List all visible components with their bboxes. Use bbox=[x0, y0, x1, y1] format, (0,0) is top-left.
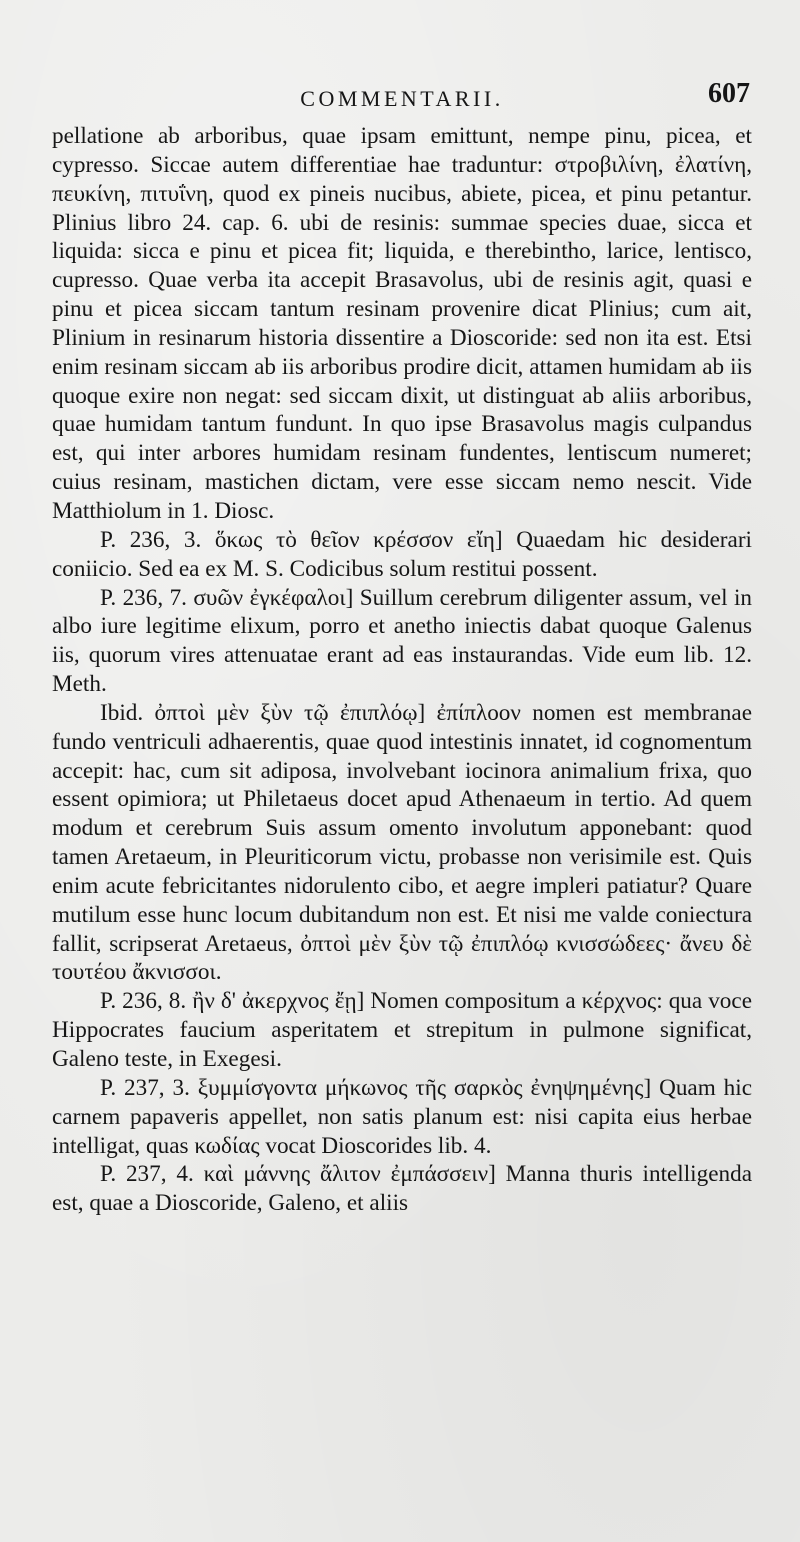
paragraph-resin-commentary: pellatione ab arboribus, quae ipsam emittunt, nempe pinu, picea, et cypresso. Siccae autem differentiae hae traduntur: στροβιλίνη, ἐλατίνη, πευκίνη, πιτυΐνη, quod ex pineis nucibus, abiete, picea, et pinu petantur. Plinius libro 24. cap. 6. ubi de resinis: summae species duae, sicca et liquida: sicca e pinu et picea fit; liquida, e therebintho, larice, lentisco, cupresso. Quae verba ita accepit Brasavolus, ubi de resinis agit, quasi e pinu et picea siccam tantum resinam provenire dicat Plinius; cum ait, Plinium in resinarum historia dissentire a Dioscoride: sed non ita est. Etsi enim resinam siccam ab iis arboribus prodire dicit, attamen humidam ab iis quoque exire non negat: sed siccam dixit, ut distinguat ab aliis arboribus, quae humidam tantum fundunt. In quo ipse Brasavolus magis culpandus est, qui inter arbores humidam resinam fundentes, lentiscum numeret; cuius resinam, mastichen dictam, vere esse siccam nemo nescit. Vide Matthiolum in 1. Diosc. bbox=[52, 123, 752, 524]
running-title: COMMENTARII. bbox=[300, 86, 504, 111]
commentary-text bbox=[52, 122, 752, 1218]
paragraph-entry-237-4: P. 237, 4. καὶ μάννης ἄλιτον ἐμπάσσειν] Manna thuris intelligenda est, quae a Dioscoride, Galeno, et aliis bbox=[52, 1161, 752, 1217]
paragraph-entry-236-3: P. 236, 3. ὅκως τὸ θεῖον κρέσσον εἴη] Quaedam hic desiderari coniicio. Sed ea ex M. S. Codicibus solum restitui possent. bbox=[52, 526, 752, 582]
running-header bbox=[52, 78, 752, 122]
paragraph-entry-236-8: P. 236, 8. ἢν δ' ἀκερχνος ἔῃ] Nomen compositum a κέρχνος: qua voce Hippocrates faucium asperitatem et strepitum in pulmone significat, Galeno teste, in Exegesi. bbox=[52, 988, 752, 1072]
paragraph-entry-236-7: P. 236, 7. συῶν ἐγκέφαλοι] Suillum cerebrum diligenter assum, vel in albo iure legitime elixum, porro et anetho iniectis dabat quoque Galenus iis, quorum vires attenuatae erant ad eas instaurandas. Vide eum lib. 12. Meth. bbox=[52, 584, 752, 698]
page-number: 607 bbox=[708, 78, 750, 109]
paragraph-entry-237-3: P. 237, 3. ξυμμίσγοντα μήκωνος τῆς σαρκὸς ἐνηψημένης] Quam hic carnem papaveris appellet, non satis planum est: nisi capita eius herbae intelligat, quas κωδίας vocat Dioscorides lib. 4. bbox=[52, 1074, 752, 1159]
paragraph-entry-ibid-epiploon: Ibid. ὀπτοὶ μὲν ξὺν τῷ ἐπιπλόῳ] ἐπίπλοον nomen est membranae fundo ventriculi adhaerentis, quae quod intestinis innatet, id cognomentum accepit: hac, cum sit adiposa, involvebant iocinora animalium frixa, quo essent opimiora; ut Philetaeus docet apud Athenaeum in tertio. Ad quem modum et cerebrum Suis assum omento involutum apponebant: quod tamen Aretaeum, in Pleuriticorum victu, probasse non verisimile est. Quis enim acute febricitantes nidorulento cibo, et aegre impleri patiatur? Quare mutilum esse hunc locum dubitandum non est. Et nisi me valde coniectura fallit, scripserat Aretaeus, ὀπτοὶ μὲν ξὺν τῷ ἐπιπλόῳ κνισσώδεες· ἄνευ δὲ τουτέου ἄκνισσοι. bbox=[52, 699, 752, 986]
